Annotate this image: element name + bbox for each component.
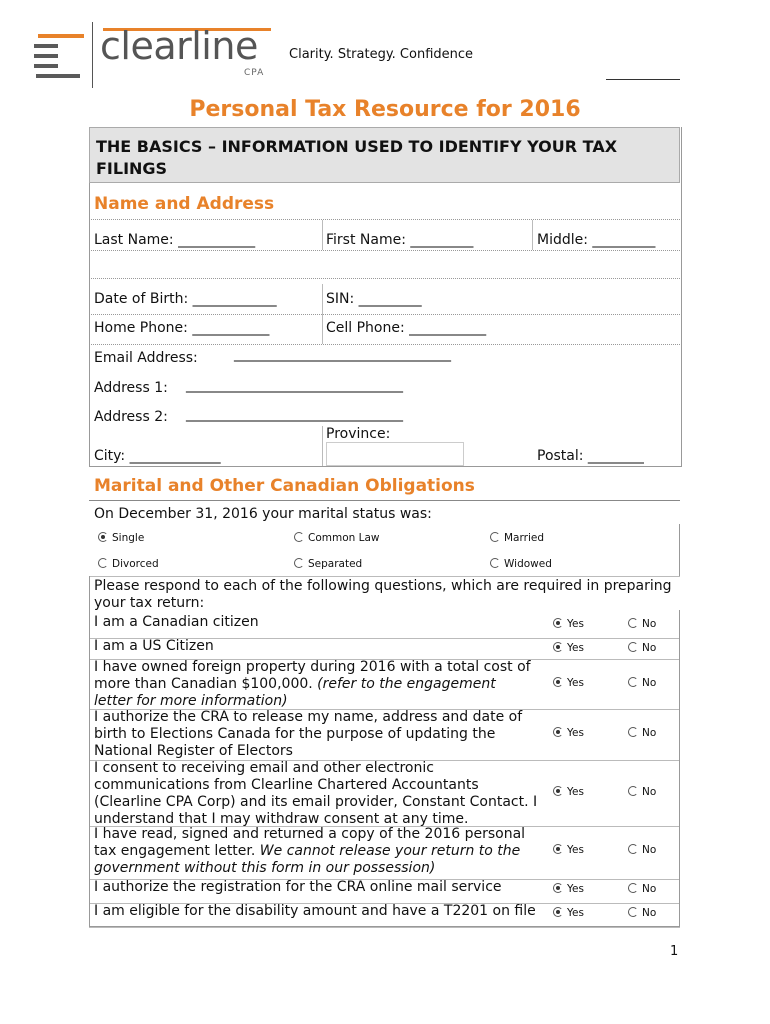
divider (89, 278, 680, 279)
option-label: Single (112, 532, 145, 544)
radio-icon (628, 677, 638, 687)
option-label: Widowed (504, 558, 552, 570)
answer-no[interactable] (628, 907, 656, 919)
questions-intro (94, 578, 672, 612)
option-label: Divorced (112, 558, 159, 570)
answer-yes[interactable] (553, 883, 584, 895)
answer-no[interactable] (628, 727, 656, 739)
divider (89, 219, 680, 220)
answer-no[interactable] (628, 786, 656, 798)
question-text-segment: tax engagement letter. (94, 843, 256, 859)
question-text-segment: more than Canadian $100,000. (94, 676, 313, 692)
radio-icon (628, 727, 638, 737)
marital-option-married[interactable] (490, 532, 544, 544)
city-field[interactable]: City: _____________ (94, 448, 221, 464)
address1-label: Address 1: (94, 380, 168, 396)
option-label: No (642, 883, 657, 895)
question-text-line: I am a US Citizen (94, 638, 214, 654)
brand-sub: CPA (244, 68, 265, 78)
question-text-line: I consent to receiving email and other electronic (94, 760, 434, 776)
option-label: Yes (567, 677, 584, 689)
answer-no[interactable] (628, 642, 656, 654)
radio-icon (628, 786, 638, 796)
marital-option-common-law[interactable] (294, 532, 380, 544)
option-label: No (642, 677, 657, 689)
option-label: Yes (567, 907, 584, 919)
question-text-line (94, 843, 544, 860)
date-of-birth-field[interactable]: Date of Birth: ____________ (94, 291, 277, 307)
question-row (94, 638, 544, 655)
divider (89, 344, 680, 345)
marital-option-widowed[interactable] (490, 558, 552, 570)
divider (89, 250, 680, 251)
question-italic-note: We cannot release your return to the (259, 843, 521, 859)
page-number: 1 (670, 944, 679, 959)
answer-yes[interactable] (553, 677, 584, 689)
questions-intro-line2: your tax return: (94, 595, 205, 611)
basics-heading-line1: THE BASICS – INFORMATION USED TO IDENTIFY YOUR TAX (96, 137, 618, 156)
question-text-line (94, 676, 544, 693)
email-label: Email Address: (94, 350, 198, 366)
radio-selected-icon (553, 618, 563, 628)
cell-phone-field[interactable]: Cell Phone: ___________ (326, 320, 487, 336)
radio-icon (628, 642, 638, 652)
radio-icon (628, 907, 638, 917)
question-text-line: I am a Canadian citizen (94, 614, 259, 630)
marital-option-divorced[interactable] (98, 558, 159, 570)
radio-selected-icon (98, 532, 108, 542)
home-phone-field[interactable]: Home Phone: ___________ (94, 320, 270, 336)
option-label: No (642, 642, 657, 654)
answer-yes[interactable] (553, 907, 584, 919)
divider (89, 576, 680, 577)
question-row (94, 709, 544, 760)
column-divider (322, 220, 323, 250)
divider (89, 500, 680, 501)
answer-yes[interactable] (553, 727, 584, 739)
logo-divider (92, 22, 93, 88)
answer-no[interactable] (628, 844, 656, 856)
brand-name: clearline (100, 24, 258, 68)
marital-option-separated[interactable] (294, 558, 362, 570)
province-label: Province: (326, 426, 391, 442)
email-field[interactable]: _______________________________ (234, 346, 451, 362)
radio-icon (628, 618, 638, 628)
option-label: Yes (567, 618, 584, 630)
answer-yes[interactable] (553, 642, 584, 654)
divider (89, 314, 680, 315)
section-edge (89, 576, 90, 927)
page-title: Personal Tax Resource for 2016 (189, 97, 581, 122)
option-label: Yes (567, 883, 584, 895)
tagline: Clarity. Strategy. Confidence (289, 47, 474, 62)
divider (89, 927, 680, 928)
radio-icon (628, 844, 638, 854)
question-text-line: birth to Elections Canada for the purpose of updating the (94, 726, 496, 742)
address2-label: Address 2: (94, 409, 168, 425)
option-label: Separated (308, 558, 363, 570)
option-label: Common Law (308, 532, 380, 544)
radio-icon (490, 532, 500, 542)
option-label: No (642, 907, 657, 919)
question-text-line: understand that I may withdraw consent at any time. (94, 811, 469, 827)
option-label: No (642, 786, 657, 798)
question-text-line: communications from Clearline Chartered Accountants (94, 777, 479, 793)
radio-selected-icon (553, 786, 563, 796)
answer-no[interactable] (628, 883, 656, 895)
question-text-line: I have read, signed and returned a copy of the 2016 personal (94, 826, 526, 842)
question-text-line: National Register of Electors (94, 743, 293, 759)
question-italic-note: (refer to the engagement (317, 676, 496, 692)
question-text-line: letter for more information) (94, 693, 288, 709)
radio-icon (490, 558, 500, 568)
question-row (94, 659, 544, 710)
middle-name-field[interactable]: Middle: _________ (537, 232, 656, 248)
basics-heading-line2: FILINGS (96, 159, 168, 178)
option-label: Yes (567, 786, 584, 798)
answer-yes[interactable] (553, 618, 584, 630)
column-divider (322, 426, 323, 466)
section-edge (679, 610, 680, 927)
question-text-line: government without this form in our possession) (94, 860, 436, 876)
question-row (94, 879, 544, 896)
question-text-line: I authorize the CRA to release my name, address and date of (94, 709, 523, 725)
questions-intro-line1: Please respond to each of the following questions, which are required in preparing (94, 578, 672, 594)
radio-selected-icon (553, 727, 563, 737)
question-text-line: I am eligible for the disability amount and have a T2201 on file (94, 903, 536, 919)
option-label: No (642, 727, 657, 739)
address2-field[interactable]: _______________________________ (186, 406, 403, 422)
radio-selected-icon (553, 883, 563, 893)
question-row (94, 903, 544, 920)
option-label: Yes (567, 642, 584, 654)
address1-field[interactable]: _______________________________ (186, 377, 403, 393)
question-row (94, 614, 544, 631)
radio-selected-icon (553, 844, 563, 854)
answer-no[interactable] (628, 677, 656, 689)
radio-icon (98, 558, 108, 568)
question-text-line: I authorize the registration for the CRA online mail service (94, 879, 502, 895)
marital-prompt: On December 31, 2016 your marital status was: (94, 506, 432, 522)
postal-field[interactable]: Postal: ________ (537, 448, 644, 464)
answer-yes[interactable] (553, 786, 584, 798)
name-address-heading: Name and Address (94, 194, 275, 214)
last-name-field[interactable]: Last Name: ___________ (94, 232, 256, 248)
option-label: Yes (567, 844, 584, 856)
radio-icon (294, 558, 304, 568)
column-divider (532, 220, 533, 250)
radio-icon (294, 532, 304, 542)
option-label: No (642, 844, 657, 856)
section-edge (89, 926, 680, 927)
province-input[interactable] (326, 442, 464, 466)
radio-selected-icon (553, 907, 563, 917)
answer-yes[interactable] (553, 844, 584, 856)
reference-blank[interactable] (606, 79, 680, 81)
answer-no[interactable] (628, 618, 656, 630)
first-name-field[interactable]: First Name: _________ (326, 232, 474, 248)
marital-option-single[interactable] (98, 532, 144, 544)
sin-field[interactable]: SIN: _________ (326, 291, 422, 307)
question-text-line: (Clearline CPA Corp) and its email provider, Constant Contact. I (94, 794, 538, 810)
option-label: Yes (567, 727, 584, 739)
question-row (94, 760, 544, 828)
question-row (94, 826, 544, 877)
option-label: Married (504, 532, 544, 544)
logo-mark-icon (34, 28, 84, 84)
radio-selected-icon (553, 677, 563, 687)
section-edge (679, 524, 680, 576)
marital-heading: Marital and Other Canadian Obligations (94, 476, 475, 496)
radio-icon (628, 883, 638, 893)
radio-selected-icon (553, 642, 563, 652)
question-text-line: I have owned foreign property during 2016 with a total cost of (94, 659, 531, 675)
option-label: No (642, 618, 657, 630)
basics-heading (89, 127, 680, 183)
